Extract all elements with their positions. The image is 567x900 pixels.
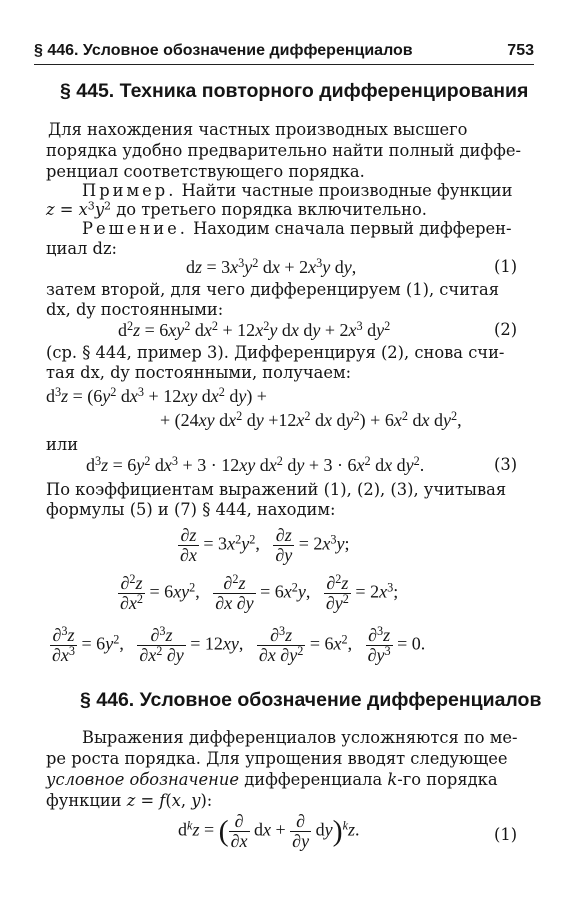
example-text: Найти частные производные функции: [181, 181, 513, 200]
equation-1: dz = $3x^3y^2$ dx + $2x^3y$ dy,: [186, 255, 357, 277]
paragraph-text: -го порядка: [397, 770, 498, 789]
running-header-title: § 446. Условное обозначение дифференциалов: [34, 42, 413, 59]
paragraph-line: ренциал соответствующего порядка.: [46, 162, 365, 181]
paragraph-line: ре роста порядка. Для упрощения вводят следующее: [46, 749, 508, 768]
equation-d3-line-2: + (24xy $dx^2$ dy $+12x^2$ dx $dy^2) + 6x^2$ dx $dy^2$,: [160, 408, 462, 430]
equation-3: $d^3z = 6y^2$ $dx^3 + 3 \cdot 12xy$ $dx^2$ dy + $3 \cdot 6x^2$ dx $dy^2$.: [86, 453, 425, 475]
third-derivatives: $\frac{\partial^3z}{\partial x^3}$ = $6y^2$, $\frac{\partial^3z}{\partial x^2 \partial y}$ = 12xy, $\frac{\partial^3z}{\partial x \partial y^2}$ = $6x^2$, $\frac{\partial^3z}{\partial y^3}$ = 0.: [52, 623, 426, 665]
paragraph-line-4: [46, 791, 212, 810]
running-header: [34, 42, 534, 60]
equation-d3-line-1: $d^3z = (6y^2$ $dx^3 + 12xy$ $dx^2$ dy) +: [46, 384, 267, 406]
paragraph-line-3: условное обозначение дифференциала k-го порядка: [46, 770, 498, 789]
second-derivatives: $\frac{\partial^2z}{\partial x^2}$ = $6xy^2$, $\frac{\partial^2z}{\partial x \partial y}$ = $6x^2y$, $\frac{\partial^2z}{\partial y^2}$ = $2x^3$;: [120, 571, 399, 613]
section-445-heading: § 445. Техника повторного дифференцирования: [60, 80, 529, 102]
paragraph-line: затем второй, для чего дифференцируем (1), считая: [46, 280, 500, 299]
equation-number: (1): [494, 825, 518, 844]
page-number: 753: [507, 42, 534, 59]
equation-number: (3): [494, 455, 518, 474]
equation-2: $d^2z = 6xy^2$ $dx^2 + 12x^2y$ dx dy + $2x^3$ $dy^2$: [118, 318, 391, 340]
equation-number: (1): [494, 257, 518, 276]
italic-term: условное обозначение: [46, 770, 240, 789]
function-formula: $z = x^3y^2$: [46, 199, 112, 219]
paragraph-line: порядка удобно предварительно найти полный диффе-: [46, 141, 522, 160]
function-formula: z = f(x, y):: [126, 791, 213, 810]
example-text-tail: до третьего порядка включительно.: [116, 200, 427, 219]
solution-label: Решение.: [82, 219, 188, 238]
example-label: Пример.: [82, 181, 177, 200]
solution-line-2: циал dz:: [46, 239, 118, 258]
first-derivatives: $\frac{\partial z}{\partial x}$ = $3x^2y^2$, $\frac{\partial z}{\partial y}$ = $2x^3y$;: [180, 525, 350, 565]
paragraph-line: Выражения дифференциалов усложняются по ме-: [82, 728, 518, 747]
paragraph-text: функции: [46, 791, 122, 810]
solution-line: [82, 219, 512, 238]
section-446-heading: § 446. Условное обозначение дифференциалов: [80, 689, 542, 711]
paragraph-line: формулы (5) и (7) § 444, находим:: [46, 500, 336, 519]
paragraph-line: dx, dy постоянными:: [46, 300, 224, 319]
solution-text: Находим сначала первый дифферен-: [193, 219, 512, 238]
paragraph-text: дифференциала: [244, 770, 383, 789]
paragraph-line: По коэффициентам выражений (1), (2), (3), учитывая: [46, 480, 507, 499]
example-line-2: [46, 200, 427, 219]
equation-dk: $d^kz$ = ( ∂ ∂x dx + ∂ ∂y dy)$^k$z.: [178, 811, 360, 851]
equation-number: (2): [494, 320, 518, 339]
paragraph-line: Для нахождения частных производных высшего: [48, 120, 468, 139]
example-line: [82, 181, 513, 200]
paragraph-line: или: [46, 435, 79, 454]
paragraph-line: тая dx, dy постоянными, получаем:: [46, 363, 352, 382]
header-rule: [34, 64, 534, 65]
paragraph-line: (ср. § 444, пример 3). Дифференцируя (2), снова счи-: [46, 343, 505, 362]
